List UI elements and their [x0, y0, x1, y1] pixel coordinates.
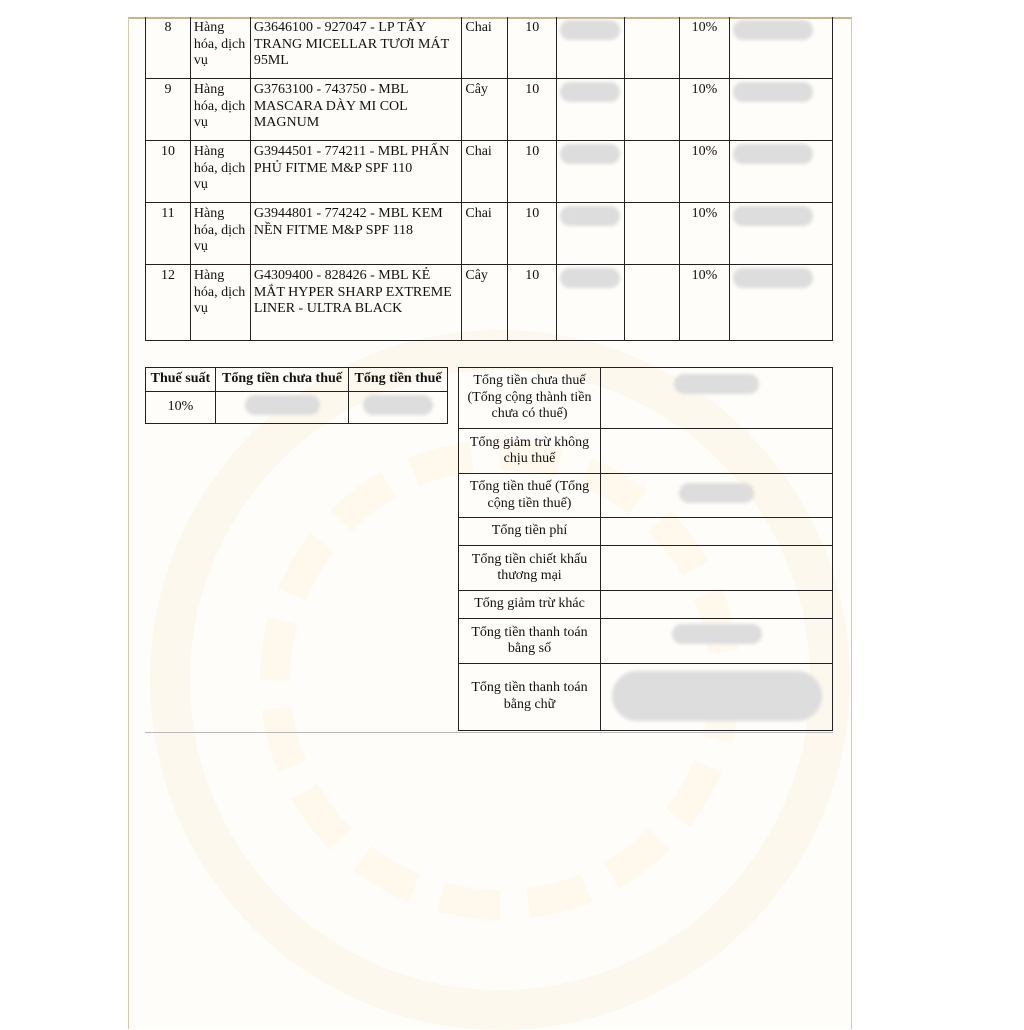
- item-type: Hàng hóa, dịch vụ: [190, 265, 250, 341]
- redacted-amount: [729, 265, 832, 341]
- item-no: 8: [146, 17, 191, 79]
- item-empty: [625, 141, 680, 203]
- item-unit: Chai: [462, 203, 508, 265]
- summary-table: [458, 367, 833, 731]
- item-type: Hàng hóa, dịch vụ: [190, 79, 250, 141]
- redacted-value: [601, 368, 833, 429]
- item-no: 9: [146, 79, 191, 141]
- summary-label: Tổng tiền thanh toán bằng chữ: [459, 664, 601, 731]
- divider-line: [145, 732, 833, 733]
- header-tax-rate: Thuế suất: [146, 368, 216, 392]
- item-name: G3646100 - 927047 - LP TẨY TRANG MICELLAR TƯƠI MÁT 95ML: [250, 17, 462, 79]
- redacted-amount: [729, 141, 832, 203]
- summary-label: Tổng tiền chiết khấu thương mại: [459, 546, 601, 591]
- item-qty: 10: [508, 141, 557, 203]
- item-vat: 10%: [680, 203, 730, 265]
- header-subtotal: Tổng tiền chưa thuế: [215, 368, 348, 392]
- item-qty: 10: [508, 79, 557, 141]
- item-type: Hàng hóa, dịch vụ: [190, 17, 250, 79]
- redacted-amount: [729, 17, 832, 79]
- item-name: G3944801 - 774242 - MBL KEM NỀN FITME M&P SPF 118: [250, 203, 462, 265]
- item-qty: 10: [508, 17, 557, 79]
- item-no: 12: [146, 265, 191, 341]
- redacted-price: [557, 141, 625, 203]
- item-name: G3763100 - 743750 - MBL MASCARA DÀY MI COL MAGNUM: [250, 79, 462, 141]
- table-row: [146, 265, 833, 341]
- item-unit: Chai: [462, 17, 508, 79]
- redacted-value: [601, 664, 833, 731]
- item-empty: [625, 203, 680, 265]
- item-vat: 10%: [680, 265, 730, 341]
- item-vat: 10%: [680, 17, 730, 79]
- summary-label: Tổng tiền thuế (Tổng cộng tiền thuế): [459, 474, 601, 518]
- summary-label: Tổng tiền thanh toán bằng số: [459, 619, 601, 664]
- item-name: G4309400 - 828426 - MBL KẺ MẮT HYPER SHARP EXTREME LINER - ULTRA BLACK: [250, 265, 462, 341]
- redacted-amount: [729, 79, 832, 141]
- item-vat: 10%: [680, 141, 730, 203]
- redacted-price: [557, 17, 625, 79]
- redacted-amount: [729, 203, 832, 265]
- redacted-price: [557, 203, 625, 265]
- item-type: Hàng hóa, dịch vụ: [190, 141, 250, 203]
- item-empty: [625, 17, 680, 79]
- summary-label: Tổng giảm trừ khác: [459, 591, 601, 619]
- item-empty: [625, 79, 680, 141]
- item-empty: [625, 265, 680, 341]
- item-unit: Chai: [462, 141, 508, 203]
- table-row: [146, 17, 833, 79]
- table-row: [146, 141, 833, 203]
- item-unit: Cây: [462, 79, 508, 141]
- item-qty: 10: [508, 265, 557, 341]
- table-row: [146, 203, 833, 265]
- item-no: 11: [146, 203, 191, 265]
- redacted-value: [601, 619, 833, 664]
- tax-rate-value: 10%: [146, 391, 216, 424]
- redacted-subtotal: [215, 391, 348, 424]
- items-table: [145, 17, 833, 341]
- redacted-tax-amount: [349, 391, 448, 424]
- item-vat: 10%: [680, 79, 730, 141]
- item-type: Hàng hóa, dịch vụ: [190, 203, 250, 265]
- item-no: 10: [146, 141, 191, 203]
- summary-label: Tổng tiền phí: [459, 518, 601, 546]
- header-tax-amount: Tổng tiền thuế: [349, 368, 448, 392]
- summary-label: Tổng tiền chưa thuế (Tổng cộng thành tiền chưa có thuế): [459, 368, 601, 429]
- redacted-price: [557, 265, 625, 341]
- item-unit: Cây: [462, 265, 508, 341]
- redacted-price: [557, 79, 625, 141]
- tax-rate-table: [145, 367, 448, 424]
- item-name: G3944501 - 774211 - MBL PHẤN PHỦ FITME M&P SPF 110: [250, 141, 462, 203]
- summary-label: Tổng giảm trừ không chịu thuế: [459, 429, 601, 474]
- table-row: [146, 79, 833, 141]
- redacted-value: [601, 474, 833, 518]
- item-qty: 10: [508, 203, 557, 265]
